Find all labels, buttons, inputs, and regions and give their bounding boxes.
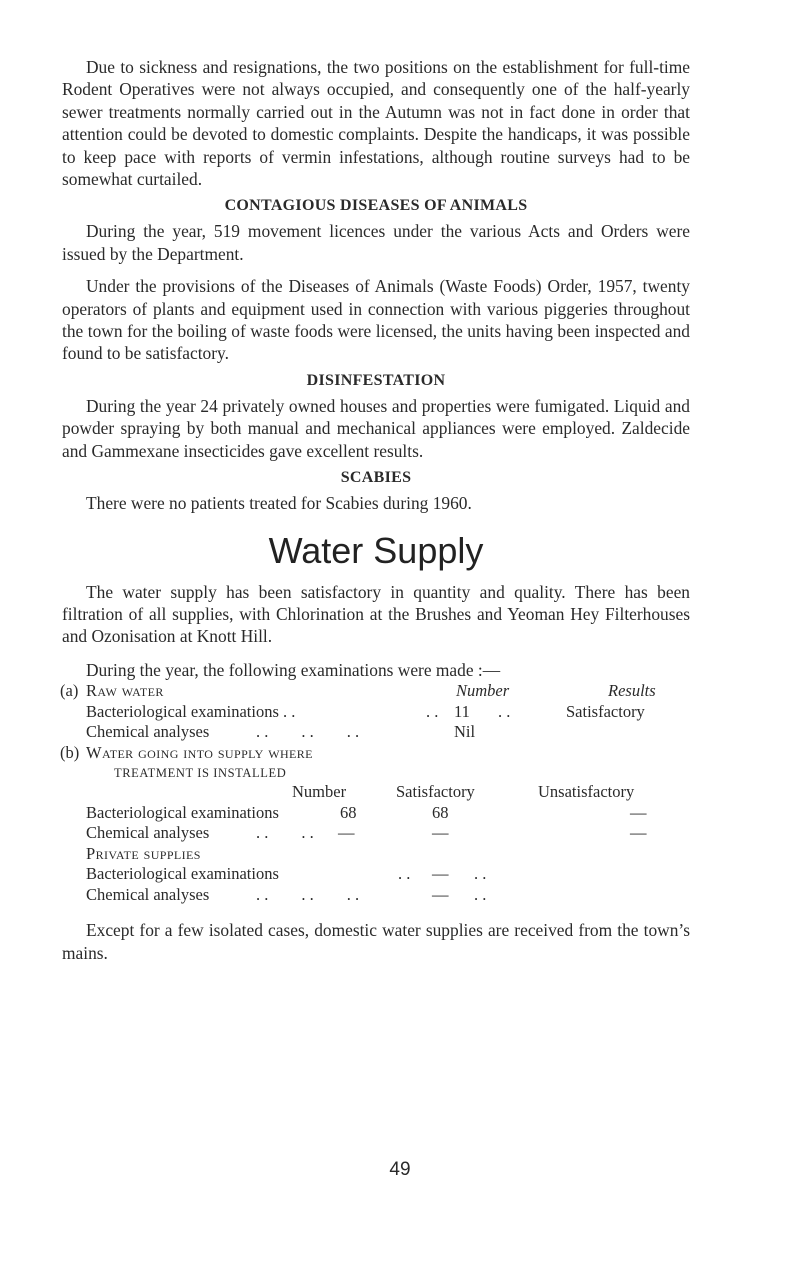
section-a-label: (a)	[60, 681, 79, 701]
col-number-header: Number	[456, 681, 510, 701]
water-supply-paragraph: The water supply has been satisfactory in quantity and quality. There has been filtration of all supplies, with Chlorination at the Brushes and Yeoman Hey Filterhouses and Ozonisation at Knott Hill.	[62, 581, 690, 647]
row-value: —	[432, 864, 449, 884]
table-row	[62, 823, 690, 844]
treated-water-subtitle-row	[62, 763, 690, 782]
row-label: Bacteriological examinations	[86, 864, 279, 884]
row-leader: . .	[474, 884, 487, 904]
contagious-diseases-heading: CONTAGIOUS DISEASES OF ANIMALS	[224, 197, 528, 215]
scabies-heading: SCABIES	[340, 469, 412, 487]
raw-water-title: Raw water	[86, 681, 164, 701]
row-satisfactory: 68	[432, 802, 449, 822]
row-result: Satisfactory	[566, 701, 645, 721]
row-label: Bacteriological examinations . .	[86, 701, 296, 721]
row-label: Chemical analyses	[86, 722, 210, 742]
col-number-header: Number	[292, 782, 347, 802]
row-number: Nil	[454, 722, 476, 742]
row-unsatisfactory: —	[630, 802, 647, 822]
page-number: 49	[389, 1159, 411, 1180]
contagious-paragraph-1: During the year, 519 movement licences under the various Acts and Orders were issued by the Department.	[62, 221, 690, 264]
row-leader: . . . .	[256, 823, 314, 843]
table-row	[62, 722, 690, 743]
row-satisfactory: —	[432, 823, 449, 843]
row-label: Bacteriological examinations	[86, 802, 279, 822]
row-number: —	[338, 823, 355, 843]
private-supplies-header-row	[62, 844, 690, 865]
col-satisfactory-header: Satisfactory	[396, 782, 475, 802]
row-leader: . .	[398, 864, 411, 884]
disinfestation-paragraph: During the year 24 privately owned houses and properties were fumigated. Liquid and powder spraying by both manual and mechanical appliances were employed. Zaldecide and Gammexane insecticides gave excellent results.	[62, 395, 690, 461]
row-leader: . .	[474, 864, 487, 884]
table-row	[62, 885, 690, 906]
treated-water-columns-row	[62, 782, 690, 803]
row-leader: . . . . . .	[256, 884, 360, 904]
scabies-paragraph: There were no patients treated for Scabies during 1960.	[86, 493, 472, 514]
table-row	[62, 864, 690, 885]
table-row	[62, 803, 690, 824]
col-unsatisfactory-header: Unsatisfactory	[538, 782, 635, 802]
raw-water-header-row	[62, 681, 690, 702]
treated-water-header-row	[62, 743, 690, 764]
row-leader: . . . . . .	[256, 722, 360, 742]
row-label: Chemical analyses	[86, 823, 210, 843]
row-leader: . .	[498, 701, 511, 721]
contagious-paragraph-2: Under the provisions of the Diseases of Animals (Waste Foods) Order, 1957, twenty operators of plants and equipment used in connection with various piggeries throughout the town for the boiling of waste foods were licensed, the units having been inspected and found to be satisfactory.	[62, 276, 690, 364]
disinfestation-heading: DISINFESTATION	[306, 371, 446, 389]
examinations-intro: During the year, the following examinations were made :—	[86, 659, 501, 680]
treated-water-title: Water going into supply where	[86, 742, 313, 762]
table-row	[62, 702, 690, 723]
row-number: 68	[340, 802, 357, 822]
water-supply-title: Water Supply	[268, 529, 484, 571]
row-label: Chemical analyses	[86, 884, 210, 904]
section-b-label: (b)	[60, 742, 80, 762]
row-unsatisfactory: —	[630, 823, 647, 843]
col-results-header: Results	[608, 681, 656, 701]
treated-water-subtitle: TREATMENT IS INSTALLED	[114, 766, 287, 781]
document-page	[62, 56, 690, 964]
row-value: —	[432, 884, 449, 904]
private-supplies-title: Private supplies	[86, 843, 201, 863]
row-number: 11	[454, 701, 470, 721]
closing-paragraph: Except for a few isolated cases, domestic water supplies are received from the town’s mains.	[62, 920, 690, 963]
row-leader: . .	[426, 701, 439, 721]
intro-paragraph: Due to sickness and resignations, the two positions on the establishment for full-time Rodent Operatives were not always occupied, and consequently one of the half-yearly sewer treatments normally carried out in the Autumn was not in fact done in order that attention could be devoted to domestic complaints. Despite the handicaps, it was possible to keep pace with reports of vermin infestations, although routine surveys had to be somewhat curtailed.	[62, 57, 690, 190]
